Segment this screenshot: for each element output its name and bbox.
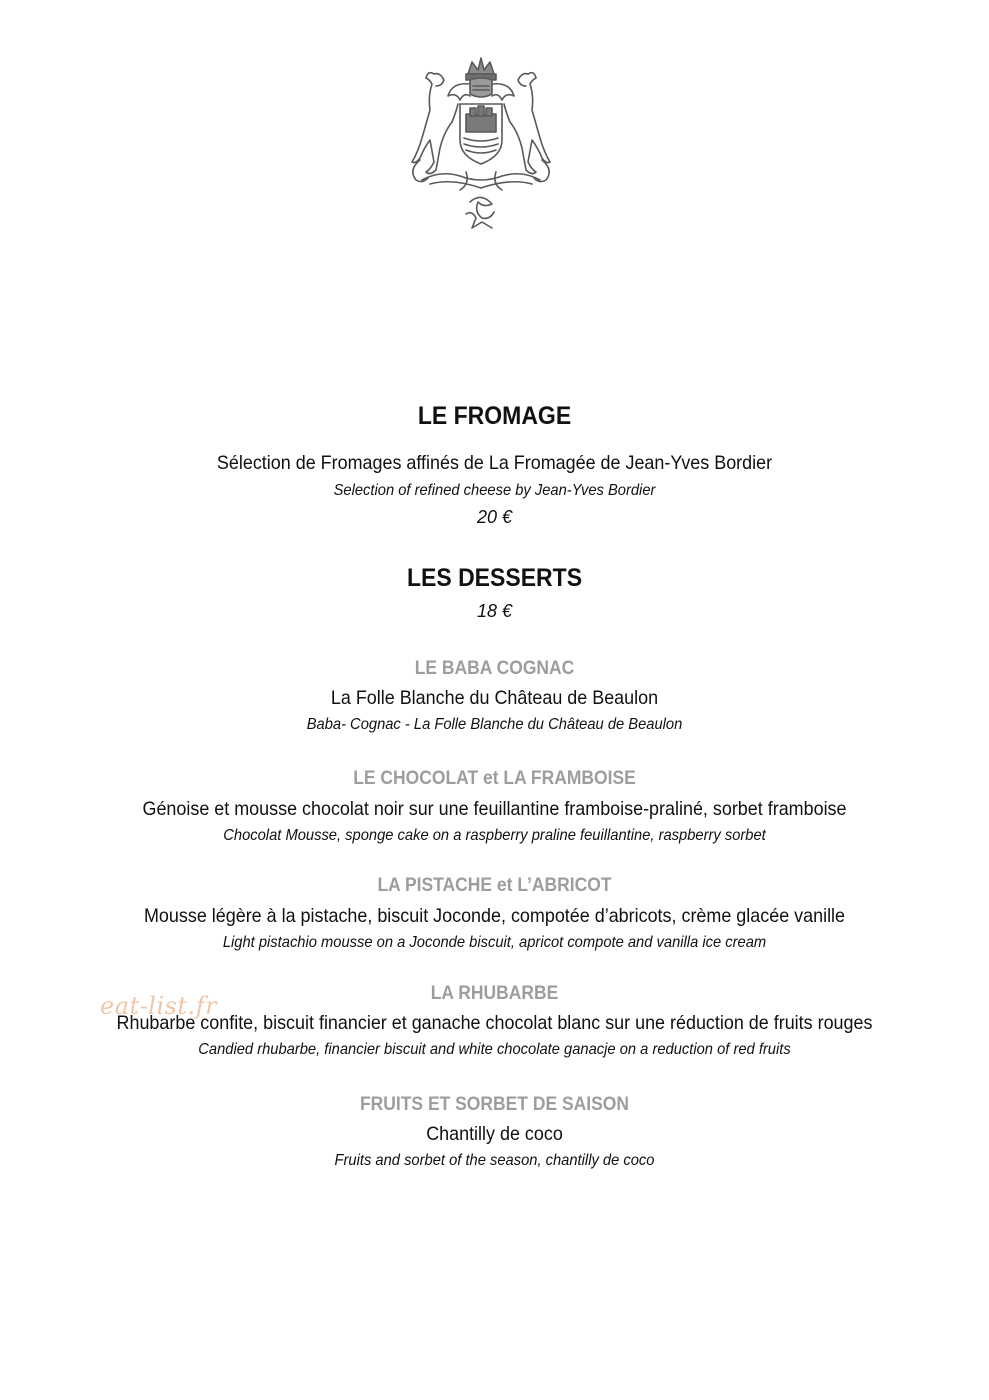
fromage-description: Sélection de Fromages affinés de La Fromagée de Jean-Yves Bordier (216, 452, 773, 474)
dessert-item-title: LA PISTACHE et L’ABRICOT (377, 875, 612, 896)
dessert-item-description: Mousse légère à la pistache, biscuit Joconde, compotée d’abricots, crème glacée vanille (143, 905, 846, 927)
dessert-item-english: Candied rhubarbe, financier biscuit and white chocolate ganacje on a reduction of red fruits (198, 1041, 791, 1058)
dessert-item-description: Rhubarbe confite, biscuit financier et ganache chocolat blanc sur une réduction de fruits rouges (116, 1012, 873, 1034)
dessert-item-description: Chantilly de coco (426, 1123, 563, 1145)
dessert-item-description: Génoise et mousse chocolat noir sur une feuillantine framboise-praliné, sorbet framboise (142, 798, 847, 820)
watermark-text: eat-list.fr (100, 992, 218, 1020)
desserts-price: 18 € (476, 601, 513, 621)
dessert-item-description: La Folle Blanche du Château de Beaulon (330, 687, 659, 709)
dessert-item-english: Baba- Cognac - La Folle Blanche du Château de Beaulon (306, 716, 683, 733)
desserts-section-title: LES DESSERTS (406, 564, 583, 592)
dessert-item-english: Light pistachio mousse on a Joconde biscuit, apricot compote and vanilla ice cream (222, 934, 767, 951)
dessert-item-title: LE BABA COGNAC (414, 658, 575, 679)
crest-emblem-icon (400, 52, 562, 230)
dessert-item-title: FRUITS ET SORBET DE SAISON (359, 1094, 630, 1115)
fromage-english: Selection of refined cheese by Jean-Yves Bordier (333, 482, 656, 499)
dessert-item-title: LA RHUBARBE (430, 983, 559, 1004)
dessert-item-title: LE CHOCOLAT et LA FRAMBOISE (353, 768, 636, 789)
dessert-item-english: Chocolat Mousse, sponge cake on a raspberry praline feuillantine, raspberry sorbet (223, 827, 766, 844)
fromage-price: 20 € (476, 507, 513, 527)
fromage-section-title: LE FROMAGE (417, 402, 572, 430)
dessert-item-english: Fruits and sorbet of the season, chantilly de coco (334, 1152, 655, 1169)
